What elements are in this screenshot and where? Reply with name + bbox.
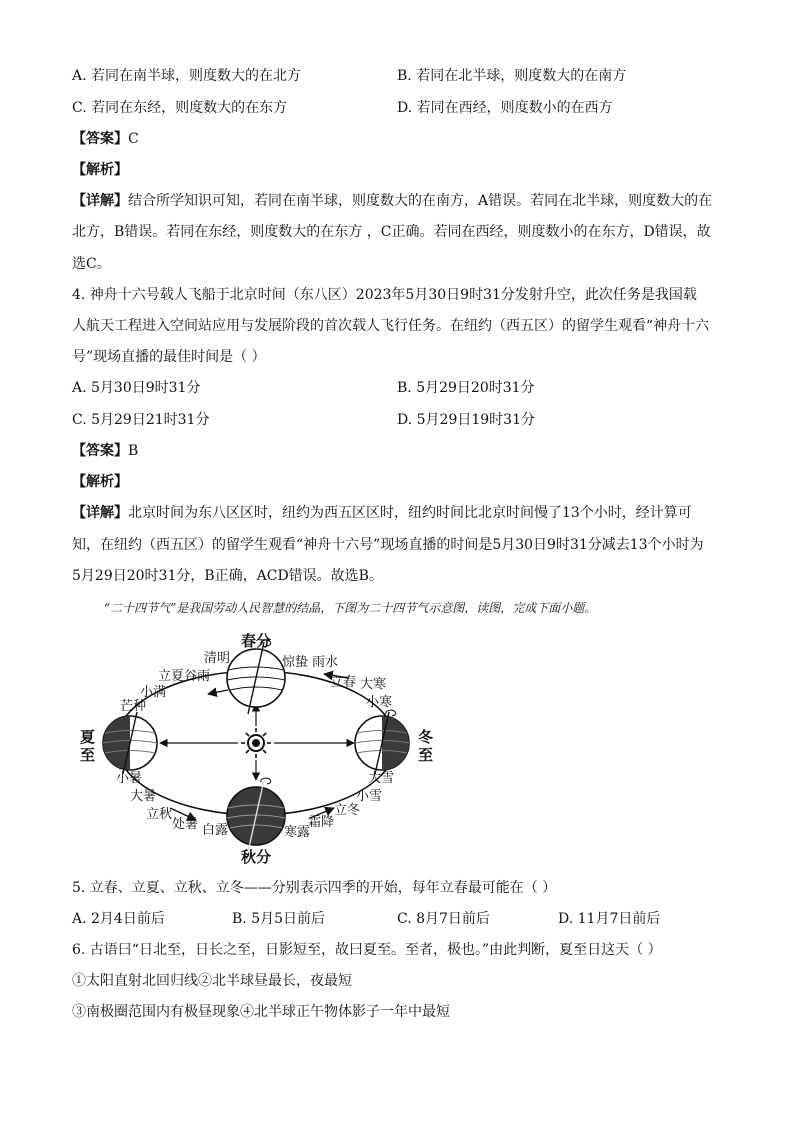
label-xiaoxue: 小雪 (356, 789, 383, 804)
q4-stem-line1: 4. 神舟十六号载人飞船于北京时间（东八区）2023年5月30日9时31分发射升空，此次任务是我国载 (72, 287, 697, 303)
label-dashu: 大暑 (130, 789, 157, 804)
label-lixia: 立夏 (158, 669, 185, 684)
q6-options-3-4: ③南极圈范围内有极昼现象④北半球正午物体影子一年中最短 (72, 1004, 450, 1020)
label-mangzhong: 芒种 (120, 699, 147, 714)
earth-autumn-equinox (227, 778, 285, 852)
section-intro: “二十四节气”是我国劳动人民智慧的结晶，下图为二十四节气示意图，读图，完成下面小题。 (104, 601, 597, 615)
q4-analysis-tag: 【解析】 (72, 474, 128, 490)
answer-value: C (128, 131, 139, 147)
q4-detail-line2: 知，在纽约（西五区）的留学生观看“神舟十六号”现场直播的时间是5月30日9时31分减去13个小时为 (72, 537, 704, 553)
q6-stem: 6. 古语曰“日北至，日长之至，日影短至，故曰夏至。至者，极也。”由此判断，夏至日这天（ ） (72, 942, 662, 958)
q4-detail-line1 (72, 503, 692, 523)
q4-option-a: A. 5月30日9时31分 (72, 380, 201, 396)
earth-winter-solstice (355, 710, 409, 774)
q5-option-b: B. 5月5日前后 (232, 911, 326, 927)
sun-icon (241, 728, 271, 758)
q3-analysis-tag: 【解析】 (72, 162, 128, 178)
label-xia: 夏 (80, 728, 96, 746)
label-xiaoman: 小满 (140, 685, 167, 700)
label-lidong: 立冬 (334, 803, 361, 818)
q5-option-a: A. 2月4日前后 (72, 911, 165, 927)
label-bailu: 白露 (202, 823, 229, 838)
label-lichun: 立春 (330, 675, 357, 690)
solar-terms-diagram (78, 630, 448, 868)
q4-answer (72, 441, 138, 461)
label-daxue: 大雪 (368, 771, 395, 786)
label-shuangjiang: 霜降 (308, 815, 335, 830)
label-hanlu: 寒露 (284, 825, 311, 840)
q3-answer (72, 129, 139, 149)
q4-detail-line3: 5月29日20时31分，B正确，ACD错误。故选B。 (72, 568, 383, 584)
orbit-arrow-top-left (208, 690, 228, 694)
label-xiaoshu: 小暑 (116, 771, 143, 786)
answer-tag: 【答案】 (72, 131, 128, 147)
label-jingzhe: 惊蛰 (282, 655, 309, 670)
label-xiaohan: 小寒 (366, 695, 393, 710)
q3-option-a: A. 若同在南半球，则度数大的在北方 (72, 68, 302, 84)
q3-detail-line1 (72, 191, 712, 211)
label-dong: 冬 (418, 728, 434, 746)
q4-option-d: D. 5月29日19时31分 (397, 412, 535, 428)
label-qingming: 清明 (204, 651, 231, 666)
label-yushui: 雨水 (312, 655, 339, 670)
label-guyu: 谷雨 (184, 669, 211, 684)
q3-detail-line2: 北方，B错误。若同在东经，则度数大的在东方 ，C正确。若同在西经，则度数小的在东方，D错误，故 (72, 224, 711, 240)
q5-stem: 5. 立春、立夏、立秋、立冬——分别表示四季的开始，每年立春最可能在（ ） (72, 880, 557, 896)
detail-text: 北京时间为东八区区时，纽约为西五区区时，纽约时间比北京时间慢了13个小时，经计算可 (128, 505, 692, 521)
label-dahan: 大寒 (360, 677, 387, 692)
detail-tag: 【详解】 (72, 193, 128, 209)
q4-stem-line2: 人航天工程进入空间站应用与发展阶段的首次载人飞行任务。在纽约（西五区）的留学生观看“神舟十六 (72, 318, 710, 334)
q4-option-c: C. 5月29日21时31分 (72, 412, 210, 428)
q3-option-d: D. 若同在西经，则度数小的在西方 (397, 100, 613, 116)
label-qiufen: 秋分 (240, 848, 272, 866)
label-chushu: 处暑 (172, 817, 199, 832)
q3-detail-line3: 选C。 (72, 256, 111, 272)
detail-tag: 【详解】 (72, 505, 128, 521)
detail-text: 结合所学知识可知，若同在南半球，则度数大的在南方，A错误。若同在北半球，则度数大的在 (128, 193, 713, 209)
label-xia-zhi: 至 (80, 746, 96, 764)
label-dong-zhi: 至 (418, 746, 434, 764)
q4-stem-line3: 号”现场直播的最佳时间是（ ） (72, 349, 266, 365)
q3-option-c: C. 若同在东经，则度数大的在东方 (72, 100, 288, 116)
q6-options-1-2: ①太阳直射北回归线②北半球昼最长，夜最短 (72, 973, 352, 989)
q5-option-c: C. 8月7日前后 (397, 911, 490, 927)
label-chunfen: 春分 (240, 632, 272, 650)
answer-value: B (128, 443, 139, 459)
q4-option-b: B. 5月29日20时31分 (397, 380, 535, 396)
answer-tag: 【答案】 (72, 443, 128, 459)
earth-spring-equinox (227, 640, 285, 714)
q5-option-d: D. 11月7日前后 (558, 911, 661, 927)
q3-option-b: B. 若同在北半球，则度数大的在南方 (397, 68, 627, 84)
label-liqiu: 立秋 (146, 807, 173, 822)
earth-summer-solstice (103, 712, 157, 774)
